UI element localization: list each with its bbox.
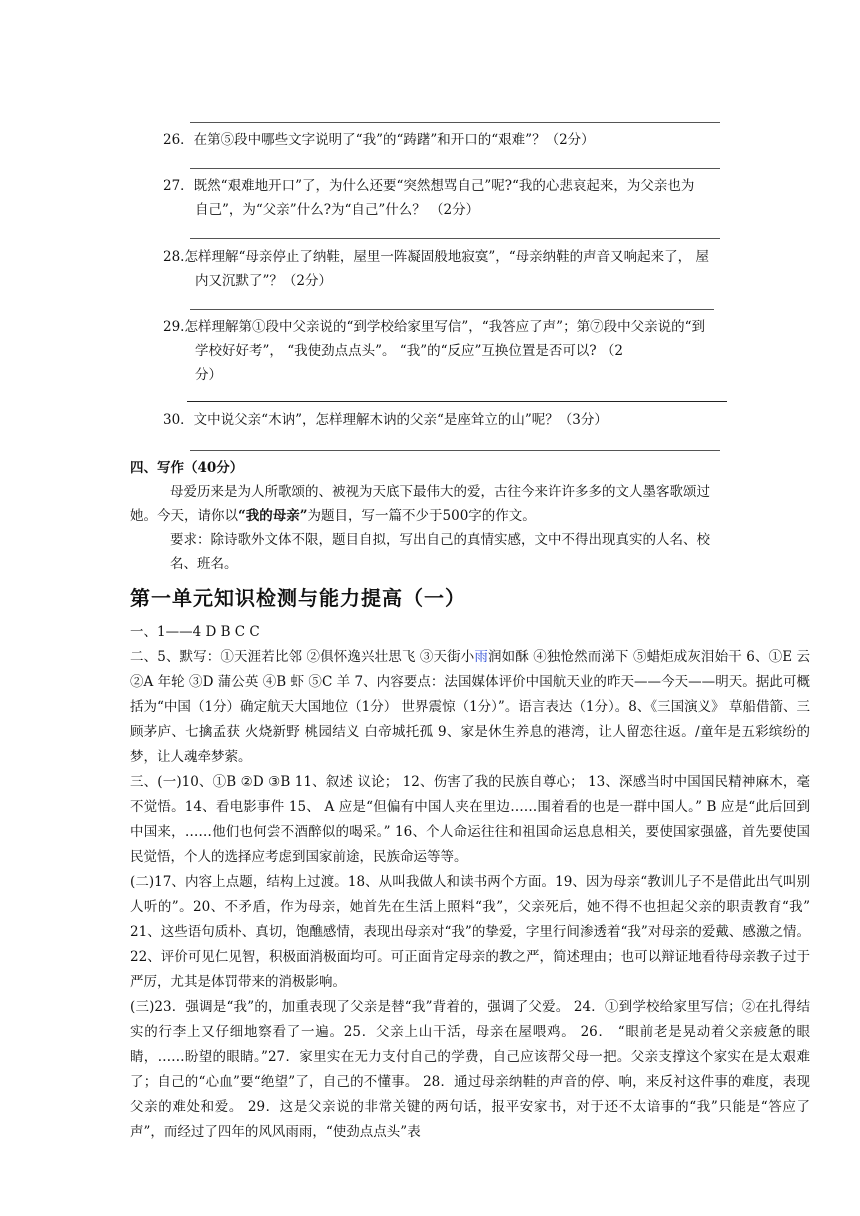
writing-prompt-text: 她。今天，请你以: [130, 508, 238, 524]
question-29: [163, 315, 813, 387]
answer-line: [187, 401, 727, 402]
answer-part-2: [130, 645, 810, 770]
question-28-line: 内又沉默了”？（2分）: [195, 273, 332, 289]
answer-line: [190, 122, 720, 123]
answer-part-4: (二)17、内容上点题，结构上过渡。18、从叫我做人和读书两个方面。19、因为母亲“教训儿子不是借此出气叫别人听的”。20、不矛盾，作为母亲，她首先在生活上照料“我”，父亲死后，她不得不也担起父亲的职责教育“我” 21、这些语句质朴、真切，饱醮感情，表现出母亲对“我”的挚爱，字里行间渗透着“我”对母亲的爱戴、感激之情。22、评价可见仁见智，积极面消极面均可。可正面肯定母亲的教之严，简述理由；也可以辩证地看待母亲教子过于严厉，尤其是体罚带来的消极影响。: [130, 874, 810, 990]
question-29-line: 学校好好考”， “我使劲点点头”。 “我”的“反应”互换位置是否可以? （2: [195, 343, 624, 359]
writing-prompt: [130, 480, 810, 576]
answer-text: 润如酥 ④独怆然而涕下 ⑤蜡炬成灰泪始干 6、①E 云 ②A 年轮 ③D 蒲公英 ④B 虾 ⑤C 羊 7、内容要点：法国媒体评价中国航天业的昨天——今天——明天。据此可概括为“中国（1分）确定航天大国地位（1分） 世界震惊（1分）”。语言表达（1分）。8、《三国演义》 草船借箭、三顾茅庐、七擒孟获 火烧新野 桃园结义 白帝城托孤 9、家是休生养息的港湾，让人留恋往返。/童年是五彩缤纷的梦，让人魂牵梦萦。: [130, 649, 811, 765]
answer-line: [190, 309, 714, 310]
question-27: [163, 174, 813, 222]
writing-heading: 四、写作（40分）: [130, 460, 244, 476]
writing-prompt-text: 为题目，写一篇不少于500字的作文。: [307, 508, 536, 524]
question-27-line: 27．既然“艰难地开口”了，为什么还要“突然想骂自己”呢?“我的心悲哀起来，为父亲也为: [163, 178, 695, 194]
answer-text: 二、5、默写：①天涯若比邻 ②俱怀逸兴壮思飞 ③天街小: [130, 649, 475, 665]
answer-part-3: 三、(一)10、①B ②D ③B 11、叙述 议论； 12、伤害了我的民族自尊心； 13、深感当时中国国民精神麻木，毫不觉悟。14、看电影事件 15、 A 应是“但偏有中国人夹在里边……围着看的也是一群中国人。” B 应是“此后回到中国来，……他们也何尝不酒醉似的喝采。” 16、个人命运往往和祖国命运息息相关，要使国家强盛，首先要使国民觉悟，个人的选择应考虑到国家前途，民族命运等等。: [130, 774, 810, 865]
answer-key: [130, 620, 810, 1145]
question-30-line: 30．文中说父亲“木讷”，怎样理解木讷的父亲“是座耸立的山”呢？（3分）: [163, 412, 608, 428]
question-26-line: 26．在第⑤段中哪些文字说明了“我”的“踌躇”和开口的“艰难”？（2分）: [163, 132, 595, 148]
question-27-line: 自己”，为“父亲”什么?为“自己”什么？ （2分）: [195, 202, 480, 218]
question-26: [163, 128, 595, 152]
question-28-line: 28.怎样理解“母亲停止了纳鞋，屋里一阵凝固般地寂寞”，“母亲纳鞋的声音又响起来了， 屋: [163, 249, 709, 265]
question-30: [163, 408, 813, 432]
writing-requirements-line: 名、班名。: [170, 556, 238, 572]
writing-prompt-line: [130, 504, 810, 528]
writing-requirements-line: 要求：除诗歌外文体不限，题目自拟，写出自己的真情实感，文中不得出现真实的人名、校: [170, 532, 710, 548]
answer-line: [190, 450, 720, 451]
section-title: 第一单元知识检测与能力提高（一）: [130, 586, 466, 610]
writing-prompt-line: 母爱历来是为人所歌颂的、被视为天底下最伟大的爱，古往今来许许多多的文人墨客歌颂过: [170, 484, 710, 500]
answer-line: [190, 168, 720, 169]
question-29-line: 29.怎样理解第①段中父亲说的“到学校给家里写信”，“我答应了声”；第⑦段中父亲说的“到: [163, 319, 705, 335]
answer-part-5: (三)23．强调是“我”的，加重表现了父亲是替“我”背着的，强调了父爱。 24．①到学校给家里写信；②在扎得结实的行李上又仔细地察看了一遍。25．父亲上山干活，母亲在屋喂鸡。 26． “眼前老是晃动着父亲疲惫的眼睛，……盼望的眼睛。”27．家里实在无力支付自己的学费，自己应该帮父母一把。父亲支撑这个家实在是太艰难了；自己的“心血”要“绝望”了，自己的不懂事。 28．通过母亲纳鞋的声音的停、响，来反衬这件事的难度，表现父亲的难处和爱。 29．这是父亲说的非常关键的两句话，报平安家书，对于还不太谙事的“我”只能是“答应了声”，而经过了四年的风风雨雨，“使劲点点头”表: [130, 999, 810, 1140]
question-28: [163, 245, 813, 293]
answer-text-highlight: 雨: [474, 649, 488, 665]
answer-line: [190, 238, 720, 239]
answer-part-1: 一、1——4 D B C C: [130, 624, 260, 640]
question-29-line: 分）: [195, 367, 222, 383]
writing-topic: “我的母亲”: [238, 508, 308, 524]
